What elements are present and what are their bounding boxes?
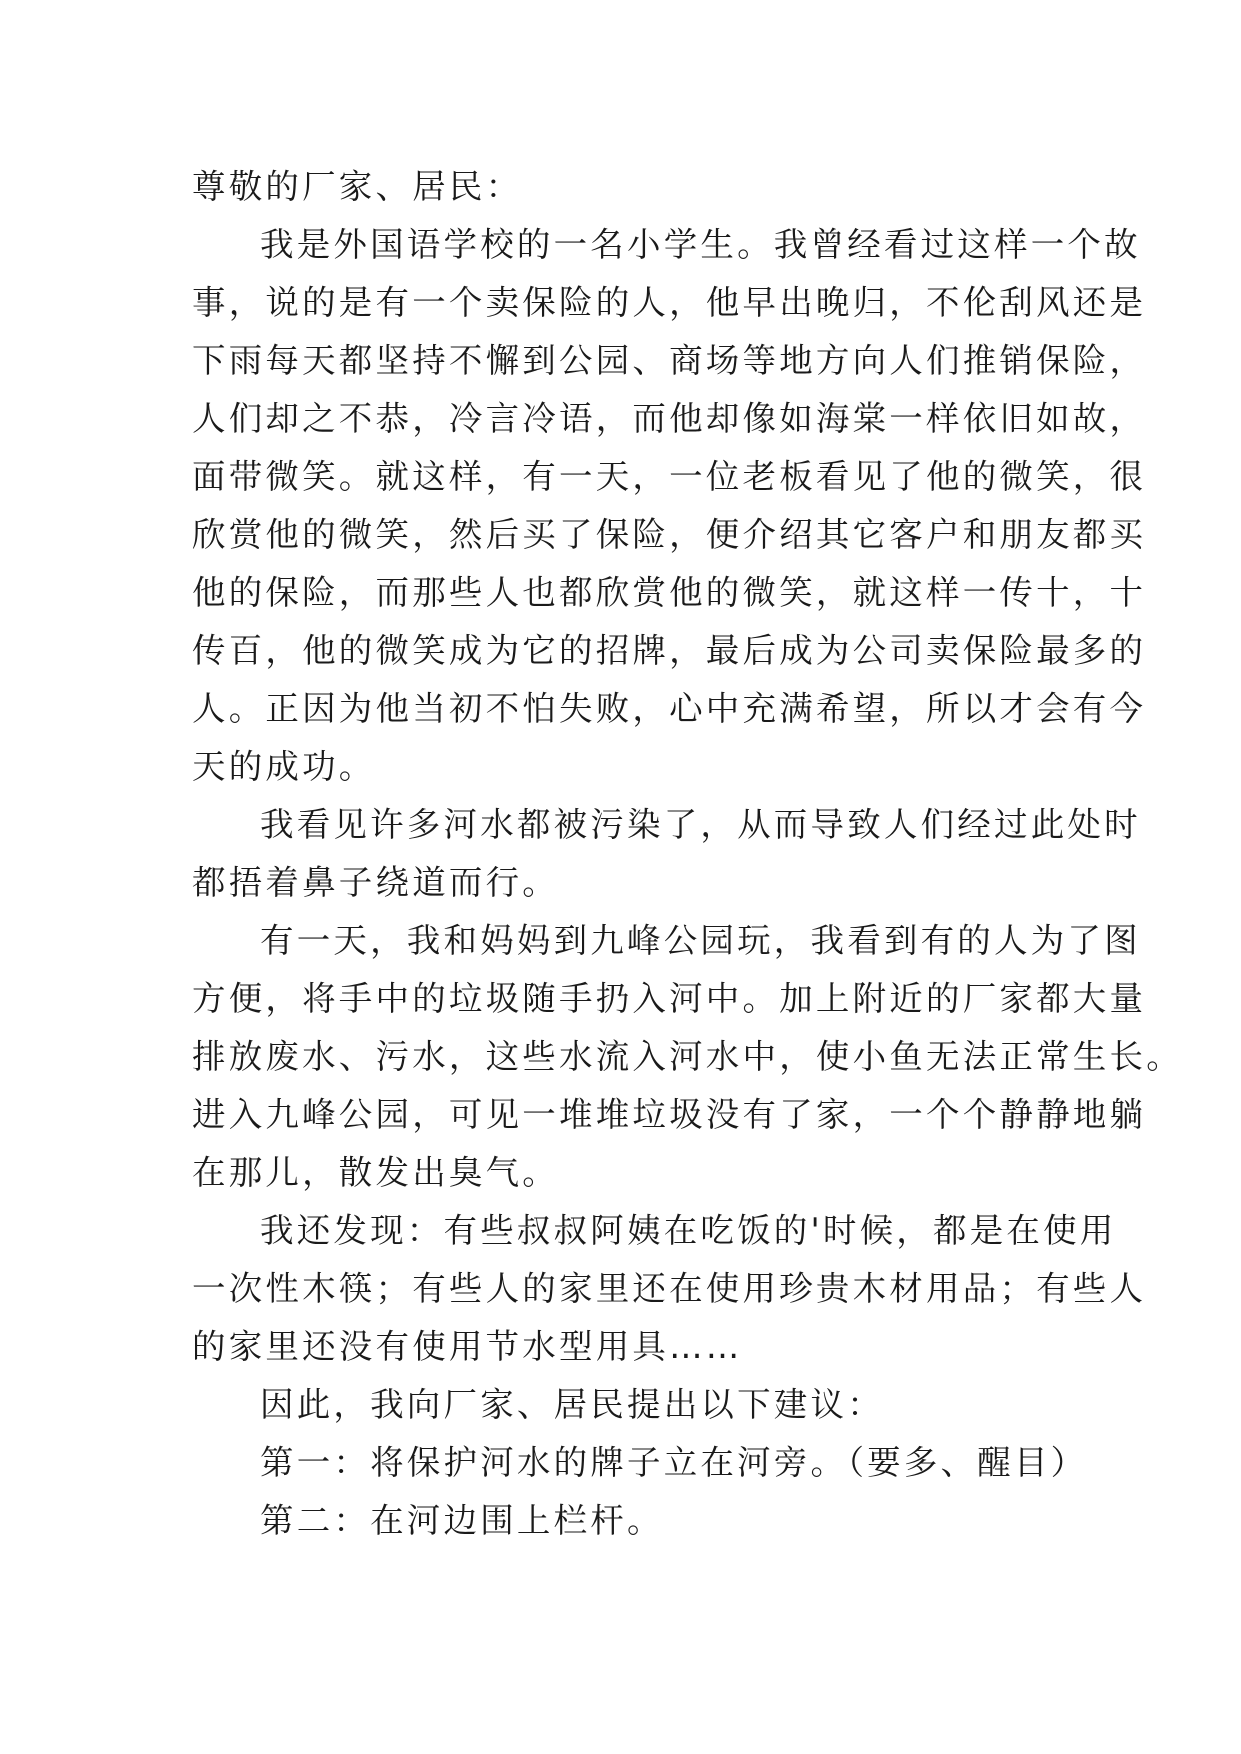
paragraph-4-line: 一次性木筷；有些人的家里还在使用珍贵木材用品；有些人	[192, 1269, 1147, 1308]
paragraph-5-line: 因此，我向厂家、居民提出以下建议：	[260, 1385, 884, 1424]
paragraph-1-line: 事，说的是有一个卖保险的人，他早出晚归，不伦刮风还是	[192, 283, 1147, 322]
letter-body	[192, 158, 1183, 1550]
suggestion-1-line: 第一：将保护河水的牌子立在河旁。（要多、醒目）	[260, 1443, 1088, 1482]
paragraph-1-line: 人。正因为他当初不怕失败，心中充满希望，所以才会有今	[192, 689, 1147, 728]
paragraph-4-line: 的家里还没有使用节水型用具……	[192, 1327, 743, 1366]
paragraph-1-line: 人们却之不恭，冷言冷语，而他却像如海棠一样依旧如故，	[192, 399, 1147, 438]
paragraph-1-line: 天的成功。	[192, 747, 376, 786]
paragraph-3-line: 进入九峰公园，可见一堆堆垃圾没有了家，一个个静静地躺	[192, 1095, 1147, 1134]
paragraph-1-line: 他的保险，而那些人也都欣赏他的微笑，就这样一传十，十	[192, 573, 1147, 612]
paragraph-3-line: 在那儿，散发出臭气。	[192, 1153, 559, 1192]
paragraph-4-line: 我还发现：有些叔叔阿姨在吃饭的'时候，都是在使用	[260, 1211, 1117, 1250]
paragraph-3-line: 排放废水、污水，这些水流入河水中，使小鱼无法正常生长。	[192, 1037, 1183, 1076]
paragraph-1-line: 面带微笑。就这样，有一天，一位老板看见了他的微笑，很	[192, 457, 1147, 496]
paragraph-3-line: 方便，将手中的垃圾随手扔入河中。加上附近的厂家都大量	[192, 979, 1147, 1018]
paragraph-2-line: 我看见许多河水都被污染了，从而导致人们经过此处时	[260, 805, 1141, 844]
paragraph-2-line: 都捂着鼻子绕道而行。	[192, 863, 559, 902]
suggestion-2-line: 第二：在河边围上栏杆。	[260, 1501, 664, 1540]
paragraph-1-line: 欣赏他的微笑，然后买了保险，便介绍其它客户和朋友都买	[192, 515, 1147, 554]
paragraph-1-line: 下雨每天都坚持不懈到公园、商场等地方向人们推销保险，	[192, 341, 1147, 380]
letter-greeting: 尊敬的厂家、居民：	[192, 167, 523, 206]
paragraph-1-line: 我是外国语学校的一名小学生。我曾经看过这样一个故	[260, 225, 1141, 264]
paragraph-3-line: 有一天，我和妈妈到九峰公园玩，我看到有的人为了图	[260, 921, 1141, 960]
paragraph-1-line: 传百，他的微笑成为它的招牌，最后成为公司卖保险最多的	[192, 631, 1147, 670]
